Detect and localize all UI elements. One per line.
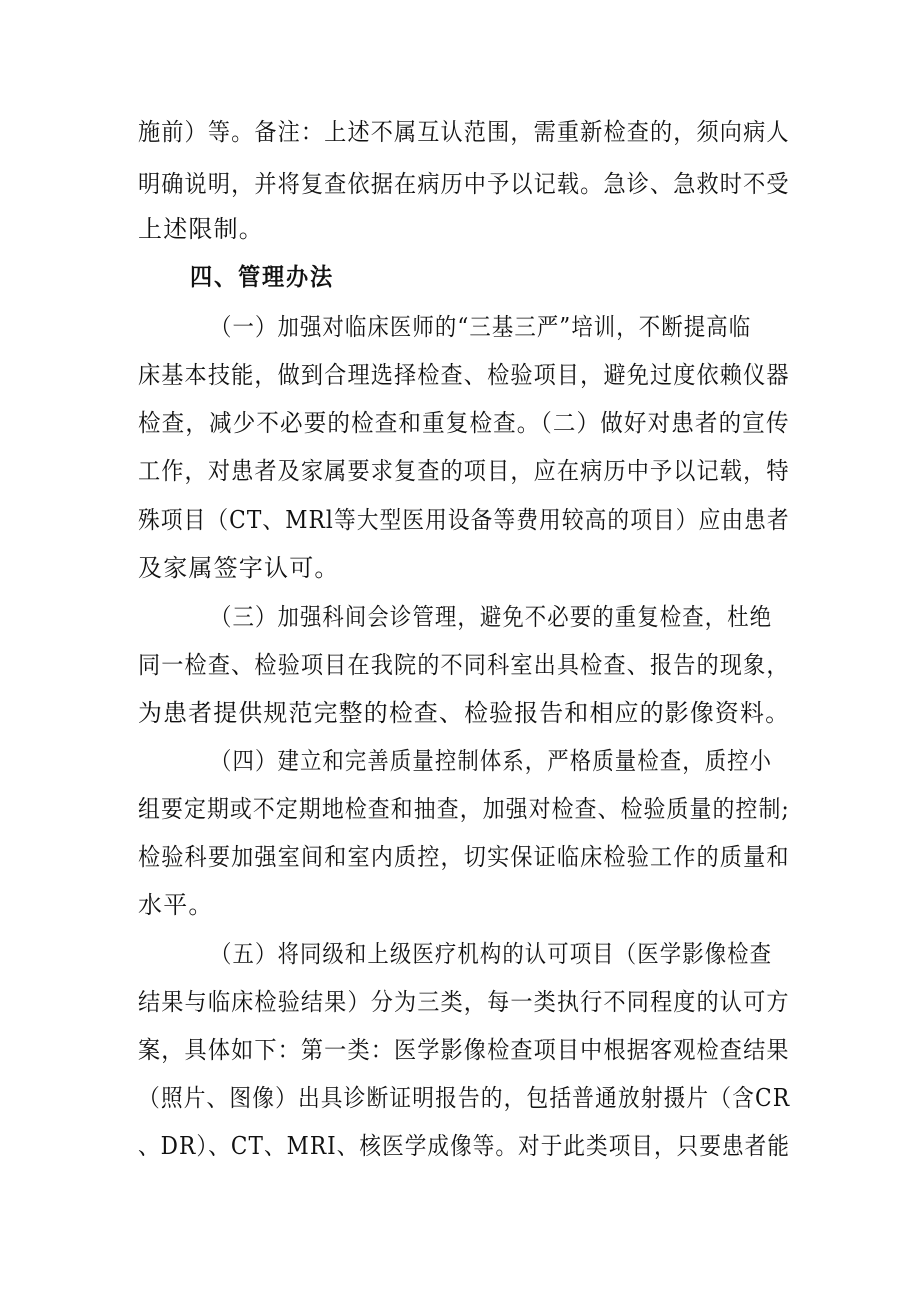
text-line: 床基本技能，做到合理选择检查、检验项目，避免过度依赖仪器 [138,361,790,389]
text-line: 为患者提供规范完整的检查、检验报告和相应的影像资料。 [138,699,791,727]
paragraph-first-line: （五）将同级和上级医疗机构的认可项目（医学影像检查 [210,940,773,968]
text-line: 检验科要加强室间和室内质控，切实保证临床检验工作的质量和 [138,843,790,871]
text-line: 殊项目（CT、MRl等大型医用设备等费用较高的项目）应由患者 [138,506,790,534]
text-line: 检查，减少不必要的检查和重复检查。（二）做好对患者的宣传 [138,409,790,437]
text-line: 工作，对患者及家属要求复查的项目，应在病历中予以记载，特 [138,457,790,485]
text-line: 水平。 [138,891,214,919]
text-line: 案，具体如下：第一类：医学影像检查项目中根据客观检查结果 [138,1036,790,1064]
text-line: 、DR）、CT、MRI、核医学成像等。对于此类项目，只要患者能 [138,1132,791,1160]
text-line: 同一检查、检验项目在我院的不同科室出具检查、报告的现象， [138,651,790,679]
text-line: 及家属签字认可。 [138,554,340,582]
text-line: 明确说明，并将复查依据在病历中予以记载。急诊、急救时不受 [138,170,790,198]
text-line: 施前）等。备注：上述不属互认范围，需重新检查的，须向病人 [138,118,790,146]
text-line: 上述限制。 [138,215,264,243]
paragraph-first-line: （四）建立和完善质量控制体系，严格质量检查，质控小 [210,747,773,775]
paragraph-first-line: （一）加强对临床医师的“三基三严”培训，不断提高临 [210,313,752,341]
paragraph-first-line: （三）加强科间会诊管理，避免不必要的重复检查，杜绝 [210,603,773,631]
text-line: 组要定期或不定期地检查和抽查，加强对检查、检验质量的控制; [138,795,790,823]
text-line: （照片、图像）出具诊断证明报告的，包括普通放射摄片（含CR [138,1084,791,1112]
text-line: 结果与临床检验结果）分为三类，每一类执行不同程度的认可方 [138,988,790,1016]
section-heading: 四、管理办法 [190,263,335,291]
